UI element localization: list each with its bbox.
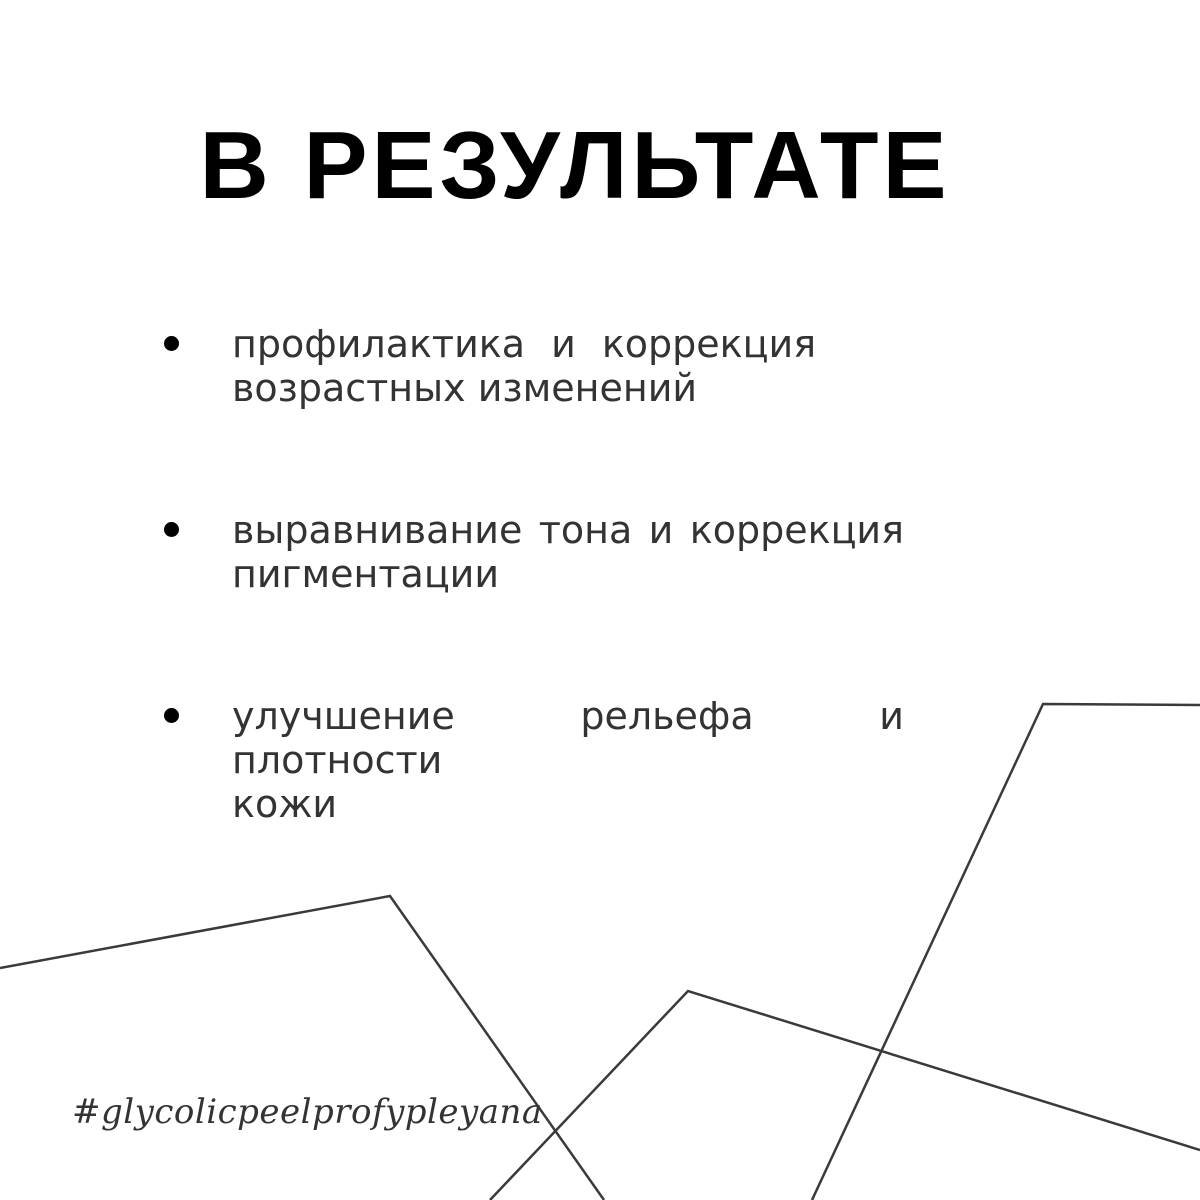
list-item bbox=[232, 508, 904, 596]
list-item-line: пигментации bbox=[232, 552, 500, 596]
list-item-line: выравнивание тона и коррекция bbox=[232, 508, 904, 552]
bullet-icon bbox=[164, 336, 179, 351]
list-item-line: улучшение рельефа и плотности bbox=[232, 694, 904, 782]
list-item bbox=[232, 694, 904, 826]
bullet-icon bbox=[164, 708, 179, 723]
list-item-line: возрастных изменений bbox=[232, 366, 698, 410]
list-item-line: профилактика и коррекция bbox=[232, 322, 817, 366]
list-item bbox=[232, 322, 904, 410]
page-title: В РЕЗУЛЬТАТЕ bbox=[199, 112, 951, 219]
bullet-icon bbox=[164, 522, 179, 537]
list-item-line: кожи bbox=[232, 782, 338, 826]
hashtag: #glycolicpeelprofypleyana bbox=[72, 1092, 543, 1132]
